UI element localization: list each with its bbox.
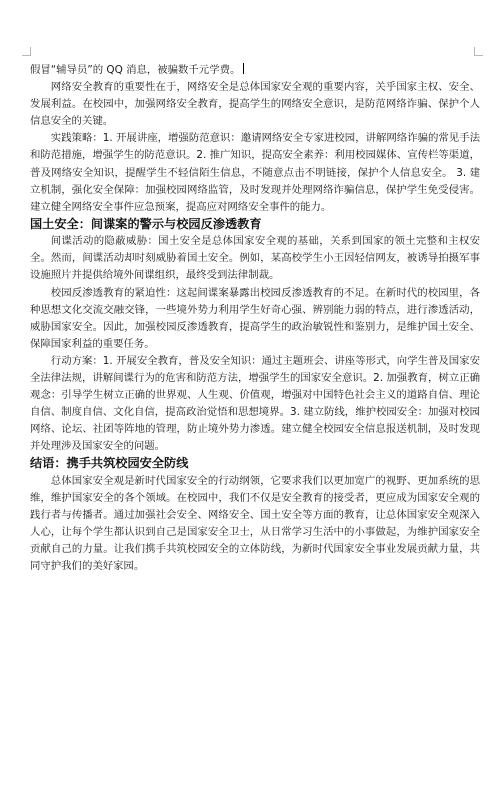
paragraph: 校园反渗透教育的紧迫性：这起间谍案暴露出校园反渗透教育的不足。在新时代的校园里，各种思想文化交流交融交锋，一些境外势力利用学生好奇心强、辨别能力弱的特点，进行渗透活动，威胁国家安全。因此，加强校园反渗透教育，提高学生的政治敏锐性和鉴别力，是维护国土安全、保障国家利益的重要任务。	[30, 286, 480, 350]
margin-corner-mark	[22, 47, 31, 56]
section-heading: 国土安全：间谍案的警示与校园反渗透教育	[30, 216, 262, 231]
text-cursor	[243, 63, 244, 74]
paragraph: 间谍活动的隐蔽威胁：国土安全是总体国家安全观的基础，关系到国家的领土完整和主权安全。然而，间谍活动却时刻威胁着国土安全。例如，某高校学生小王因轻信网友，被诱导拍摄军事设施照片并提供给境外间谍组织，最终受到法律制裁。	[30, 235, 480, 282]
paragraph	[30, 62, 480, 79]
margin-corner-mark	[474, 47, 483, 56]
paragraph-text: 假冒“辅导员”的 QQ 消息，被骗数千元学费。	[30, 64, 241, 76]
paragraph: 行动方案：1. 开展安全教育，普及安全知识：通过主题班会、讲座等形式，向学生普及国家安全法律法规，讲解间谍行为的危害和防范方法，增强学生的国家安全意识。2. 加强教育，树立正确观念：引导学生树立正确的世界观、人生观、价值观，增强对中国特色社会主义的道路自信、理论自信、制度自信、文化自信，提高政治觉悟和思想境界。3. 建立防线，维护校园安全：加强对校园网络、论坛、社团等阵地的管理，防止境外势力渗透。建立健全校园安全信息报送机制，及时发现并处理涉及国家安全的问题。	[30, 354, 480, 453]
paragraph: 总体国家安全观是新时代国家安全的行动纲领，它要求我们以更加宽广的视野、更加系统的思维，维护国家安全的各个领域。在校园中，我们不仅是安全教育的接受者，更应成为国家安全观的践行者与传播者。通过加强社会安全、网络安全、国土安全等方面的教育，让总体国家安全观深入人心，让每个学生都认识到自己是国家安全卫士，从日常学习生活中的小事做起，为维护国家安全贡献自己的力量。让我们携手共筑校园安全的立体防线，为新时代国家安全事业发展贡献力量，共同守护我们的美好家园。	[30, 474, 480, 573]
paragraph: 实践策略：1. 开展讲座，增强防范意识：邀请网络安全专家进校园，讲解网络诈骗的常见手法和防范措施，增强学生的防范意识。2. 推广知识，提高安全素养：利用校园媒体、宣传栏等渠道，普及网络安全知识，提醒学生不轻信陌生信息，不随意点击不明链接，保护个人信息安全。 3. 建立机制，强化安全保障：加强校园网络监管，及时发现并处理网络诈骗信息，保护学生免受侵害。建立健全网络安全事件应急预案，提高应对网络安全事件的能力。	[30, 132, 480, 213]
document-body[interactable]	[30, 62, 480, 575]
section-heading: 结语：携手共筑校园安全防线	[30, 456, 189, 471]
paragraph: 网络安全教育的重要性在于，网络安全是总体国家安全观的重要内容，关乎国家主权、安全、发展利益。在校园中，加强网络安全教育，提高学生的网络安全意识，是防范网络诈骗、保护个人信息安全的关键。	[30, 81, 480, 128]
